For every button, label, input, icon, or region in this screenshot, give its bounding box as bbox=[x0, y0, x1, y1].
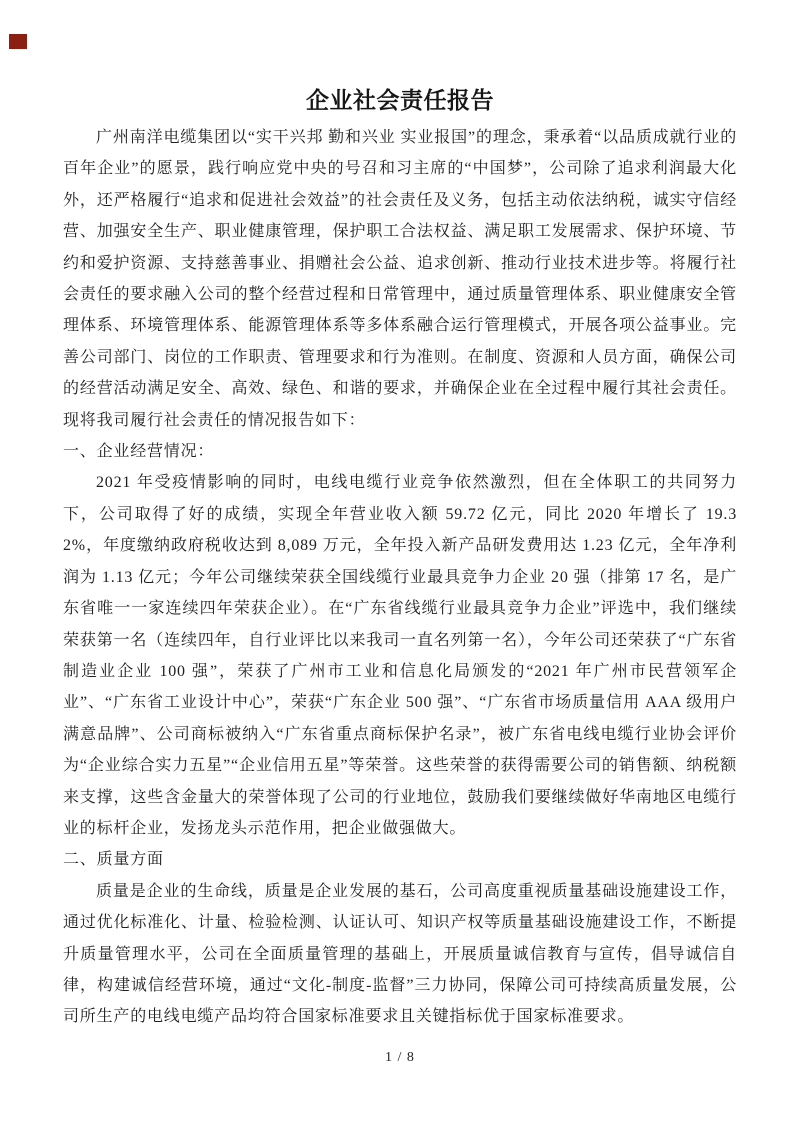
section-heading-quality: 二、质量方面 bbox=[63, 851, 164, 869]
page-number: 1 / 8 bbox=[385, 1050, 415, 1065]
paragraph-quality: 质量是企业的生命线，质量是企业发展的基石，公司高度重视质量基础设施建设工作，通过优化标准化、计量、检验检测、认证认可、知识产权等质量基础设施建设工作，不断提升质量管理水平，公司在全面质量管理的基础上，开展质量诚信教育与宣传，倡导诚信自律，构建诚信经营环境，通过“文化-制度-监督”三力协同，保障公司可持续高质量发展，公司所生产的电线电缆产品均符合国家标准要求且关键指标优于国家标准要求。 bbox=[63, 882, 737, 1026]
section-heading-operations: 一、企业经营情况： bbox=[63, 443, 215, 461]
paragraph-intro: 广州南洋电缆集团以“实干兴邦 勤和兴业 实业报国”的理念，秉承着“以品质成就行业的百年企业”的愿景，践行响应党中央的号召和习主席的“中国梦”，公司除了追求利润最大化外，还严格履行“追求和促进社会效益”的社会责任及义务，包括主动依法纳税，诚实守信经营、加强安全生产、职业健康管理，保护职工合法权益、满足职工发展需求、保护环境、节约和爱护资源、支持慈善事业、捐赠社会公益、追求创新、推动行业技术进步等。将履行社会责任的要求融入公司的整个经营过程和日常管理中，通过质量管理体系、职业健康安全管理体系、环境管理体系、能源管理体系等多体系融合运行管理模式，开展各项公益事业。完善公司部门、岗位的工作职责、管理要求和行为准则。在制度、资源和人员方面，确保公司的经营活动满足安全、高效、绿色、和谐的要求，并确保企业在全过程中履行其社会责任。现将我司履行社会责任的情况报告如下： bbox=[63, 129, 737, 429]
report-title: 企业社会责任报告 bbox=[306, 88, 494, 113]
paragraph-operations: 2021 年受疫情影响的同时，电线电缆行业竞争依然激烈，但在全体职工的共同努力下，公司取得了好的成绩，实现全年营业收入额 59.72 亿元，同比 2020 年增长了 19.32%，年度缴纳政府税收达到 8,089 万元，全年投入新产品研发费用达 1.23 亿元，全年净利润为 1.13 亿元；今年公司继续荣获全国线缆行业最具竞争力企业 20 强（排第 17 名，是广东省唯一一家连续四年荣获企业）。在“广东省线缆行业最具竞争力企业”评选中，我们继续荣获第一名（连续四年，自行业评比以来我司一直名列第一名），今年公司还荣获了“广东省制造业企业 100 强”，荣获了广州市工业和信息化局颁发的“2021 年广州市民营领军企业”、“广东省工业设计中心”，荣获“广东企业 500 强”、“广东省市场质量信用 AAA 级用户满意品牌”、公司商标被纳入“广东省重点商标保护名录”，被广东省电线电缆行业协会评价为“企业综合实力五星”“企业信用五星”等荣誉。这些荣誉的获得需要公司的销售额、纳税额来支撑，这些含金量大的荣誉体现了公司的行业地位，鼓励我们要继续做好华南地区电缆行业的标杆企业，发扬龙头示范作用，把企业做强做大。 bbox=[63, 474, 737, 837]
document-body bbox=[63, 0, 737, 1033]
red-marker bbox=[9, 34, 27, 49]
